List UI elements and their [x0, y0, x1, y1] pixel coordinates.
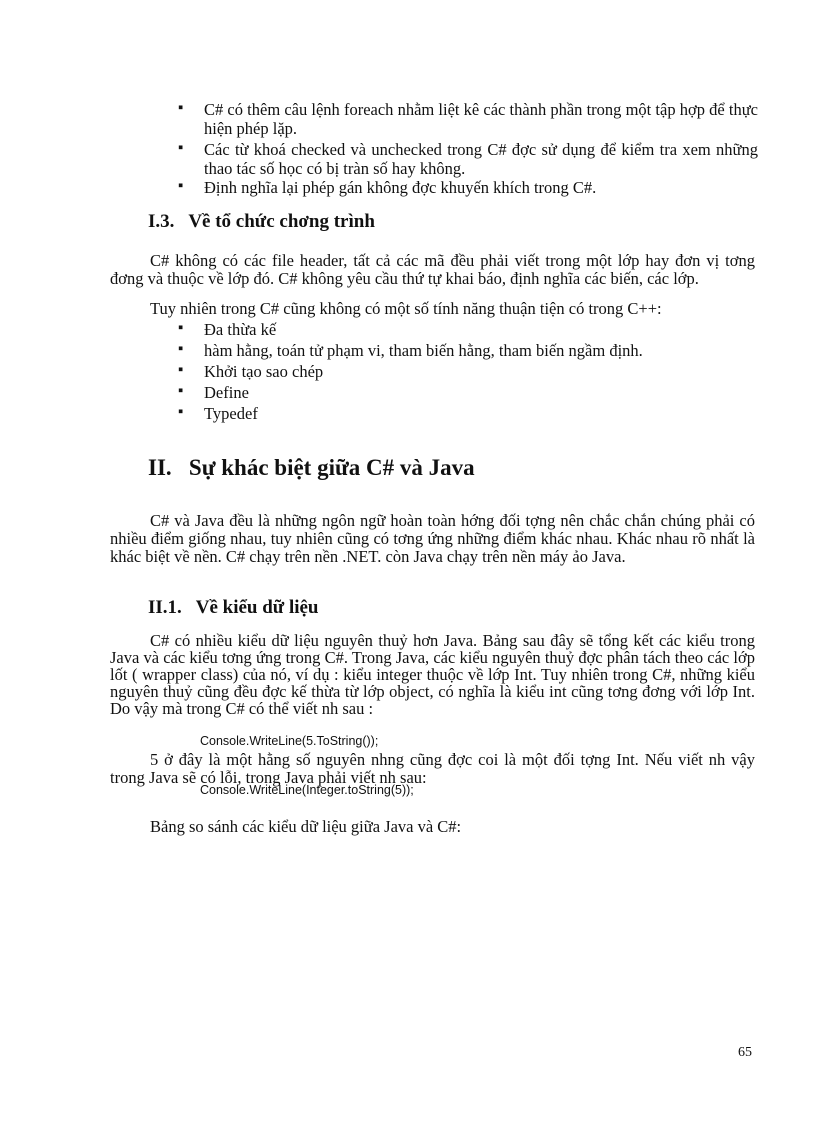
list-item: ▪ Khởi tạo sao chép — [178, 362, 323, 381]
bullet-item: ▪ Các từ khoá checked và unchecked trong C# đợc sử dụng để kiểm tra xem những thao tác số học có bị tràn số hay không. — [178, 140, 758, 178]
page-number: 65 — [738, 1045, 752, 1060]
paragraph: C# có nhiều kiểu dữ liệu nguyên thuỷ hơn Java. Bảng sau đây sẽ tổng kết các kiểu trong Java và các kiểu tơng ứng trong C#. Trong Java, các kiểu nguyên thuỷ đợc phân tách theo các lớp lốt ( wrapper class) của nó, ví dụ : kiểu integer thuộc về lớp Int. Tuy nhiên trong C#, những kiểu nguyên thuỷ cũng đều đợc kế thừa từ lớp object, có nghĩa là kiểu int cũng tơng đơng với lớp Int. Do vậy mà trong C# có thể viết nh sau : — [110, 631, 755, 718]
section-2-1-heading: II.1. Về kiểu dữ liệu — [148, 597, 319, 618]
section-1-3-heading: I.3. Về tổ chức chơng trình — [148, 211, 375, 232]
list-item: ▪ Define — [178, 383, 249, 402]
paragraph: Bảng so sánh các kiểu dữ liệu giữa Java và C#: — [150, 817, 462, 836]
list-item: ▪ hàm hằng, toán tử phạm vi, tham biến hằng, tham biến ngầm định. — [178, 341, 643, 360]
list-item: ▪ Đa thừa kế — [178, 320, 276, 339]
paragraph: 5 ở đây là một hằng số nguyên nhng cũng đợc coi là một đối tợng Int. Nếu viết nh vậy trong Java sẽ có lỗi, trong Java phải viết nh sau: — [110, 750, 755, 787]
code-line: Console.WriteLine(Integer.toString(5)); — [200, 783, 414, 797]
paragraph: Tuy nhiên trong C# cũng không có một số tính năng thuận tiện có trong C++: — [150, 299, 662, 318]
code-line: Console.WriteLine(5.ToString()); — [200, 734, 379, 748]
bullet-item: ▪ C# có thêm câu lệnh foreach nhằm liệt kê các thành phần trong một tập hợp để thực hiện phép lặp. — [178, 100, 758, 138]
paragraph: C# và Java đều là những ngôn ngữ hoàn toàn hớng đối tợng nên chắc chắn chúng phải có nhiều điểm giống nhau, tuy nhiên cũng có tơng ứng những điểm khác nhau. Khác nhau rõ nhất là khác biệt về nền. C# chạy trên nền .NET. còn Java chạy trên nền máy ảo Java. — [110, 511, 755, 566]
list-item: ▪ Typedef — [178, 404, 258, 423]
bullet-item: ▪ Định nghĩa lại phép gán không đợc khuyến khích trong C#. — [178, 178, 758, 197]
paragraph: C# không có các file header, tất cả các mã đều phải viết trong một lớp hay đơn vị tơng đơng và thuộc về lớp đó. C# không yêu cầu thứ tự khai báo, định nghĩa các biến, các lớp. — [110, 251, 755, 288]
section-2-heading: II. Sự khác biệt giữa C# và Java — [148, 455, 475, 480]
